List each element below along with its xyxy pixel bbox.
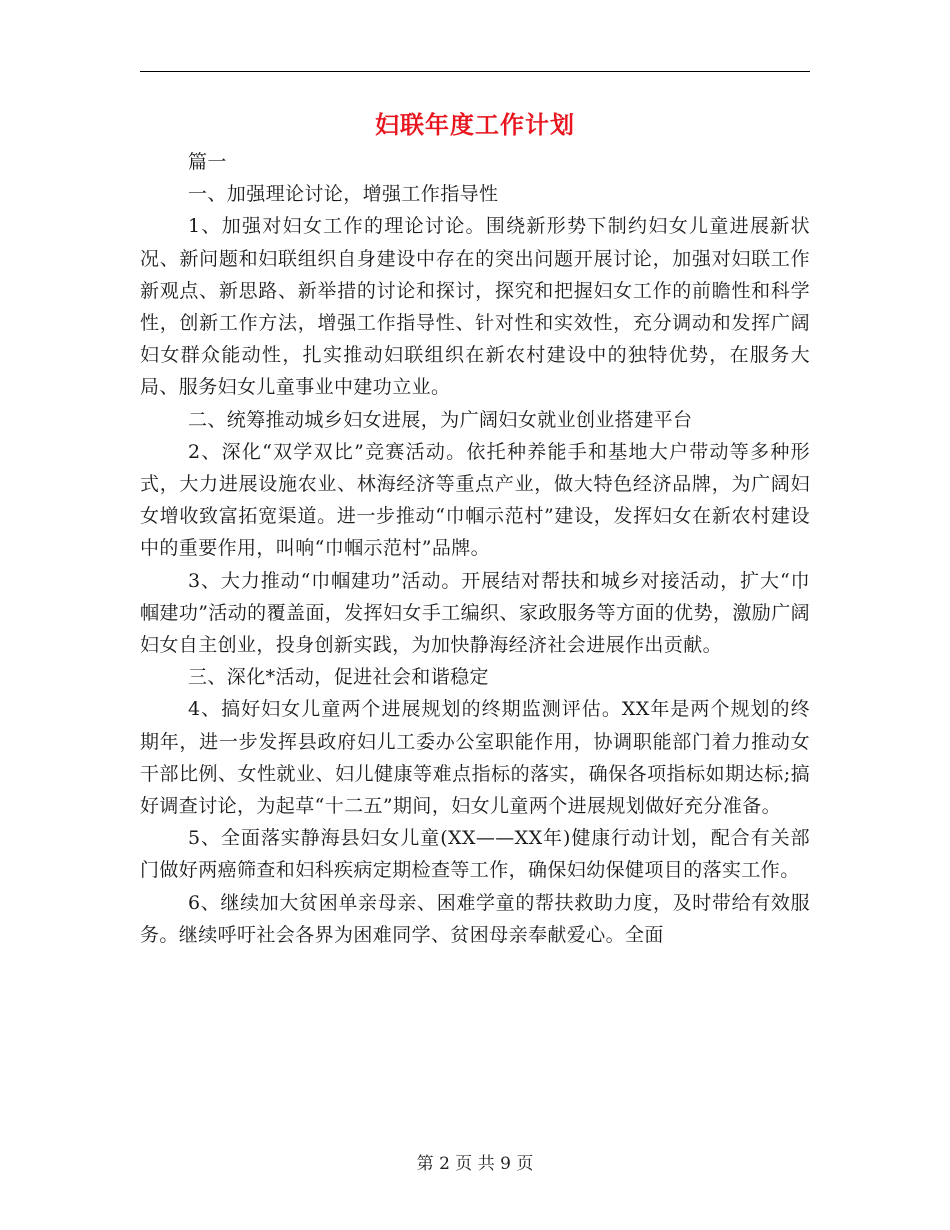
paragraph-heading-2: 二、统筹推动城乡妇女进展，为广阔妇女就业创业搭建平台 <box>188 408 693 431</box>
paragraph-item-2: 2、深化“双学双比”竞赛活动。依托种养能手和基地大户带动等多种形式，大力进展设施农业、林海经济等重点产业，做大特色经济品牌，为广阔妇女增收致富拓宽渠道。进一步推动“巾帼示范村”建设，发挥妇女在新农村建设中的重要作用，叫响“巾帼示范村”品牌。 <box>140 440 810 560</box>
paragraph-section-label: 篇一 <box>188 151 227 173</box>
paragraph-item-3: 3、大力推动“巾帼建功”活动。开展结对帮扶和城乡对接活动，扩大“巾帼建功”活动的覆盖面，发挥妇女手工编织、家政服务等方面的优势，激励广阔妇女自主创业，投身创新实践，为加快静海经济社会进展作出贡献。 <box>140 569 810 657</box>
paragraph-heading-1: 一、加强理论讨论，增强工作指导性 <box>188 183 499 206</box>
paragraph-item-1: 1、加强对妇女工作的理论讨论。围绕新形势下制约妇女儿童进展新状况、新问题和妇联组织自身建设中存在的突出问题开展讨论，加强对妇联工作新观点、新思路、新举措的讨论和探讨，探究和把握妇女工作的前瞻性和科学性，创新工作方法，增强工作指导性、针对性和实效性，充分调动和发挥广阔妇女群众能动性，扎实推动妇联组织在新农村建设中的独特优势，在服务大局、服务妇女儿童事业中建功立业。 <box>140 215 810 399</box>
page-footer <box>0 1152 950 1176</box>
document-body <box>140 146 810 951</box>
page-number-label: 第 2 页 共 9 页 <box>416 1154 534 1174</box>
paragraph-item-5: 5、全面落实静海县妇女儿童(XX——XX年)健康行动计划，配合有关部门做好两癌筛查和妇科疾病定期检查等工作，确保妇幼保健项目的落实工作。 <box>140 827 810 882</box>
header-rule <box>140 71 810 72</box>
paragraph-item-6: 6、继续加大贫困单亲母亲、困难学童的帮扶救助力度，及时带给有效服务。继续呼吁社会各界为困难同学、贫困母亲奉献爱心。全面 <box>140 891 810 946</box>
paragraph-item-4: 4、搞好妇女儿童两个进展规划的终期监测评估。XX年是两个规划的终期年，进一步发挥县政府妇儿工委办公室职能作用，协调职能部门着力推动女干部比例、女性就业、妇儿健康等难点指标的落实，确保各项指标如期达标;搞好调查讨论，为起草“十二五”期间，妇女儿童两个进展规划做好充分准备。 <box>140 698 810 818</box>
document-title: 妇联年度工作计划 <box>375 110 575 139</box>
paragraph-heading-3: 三、深化*活动，促进社会和谐稳定 <box>188 666 489 689</box>
